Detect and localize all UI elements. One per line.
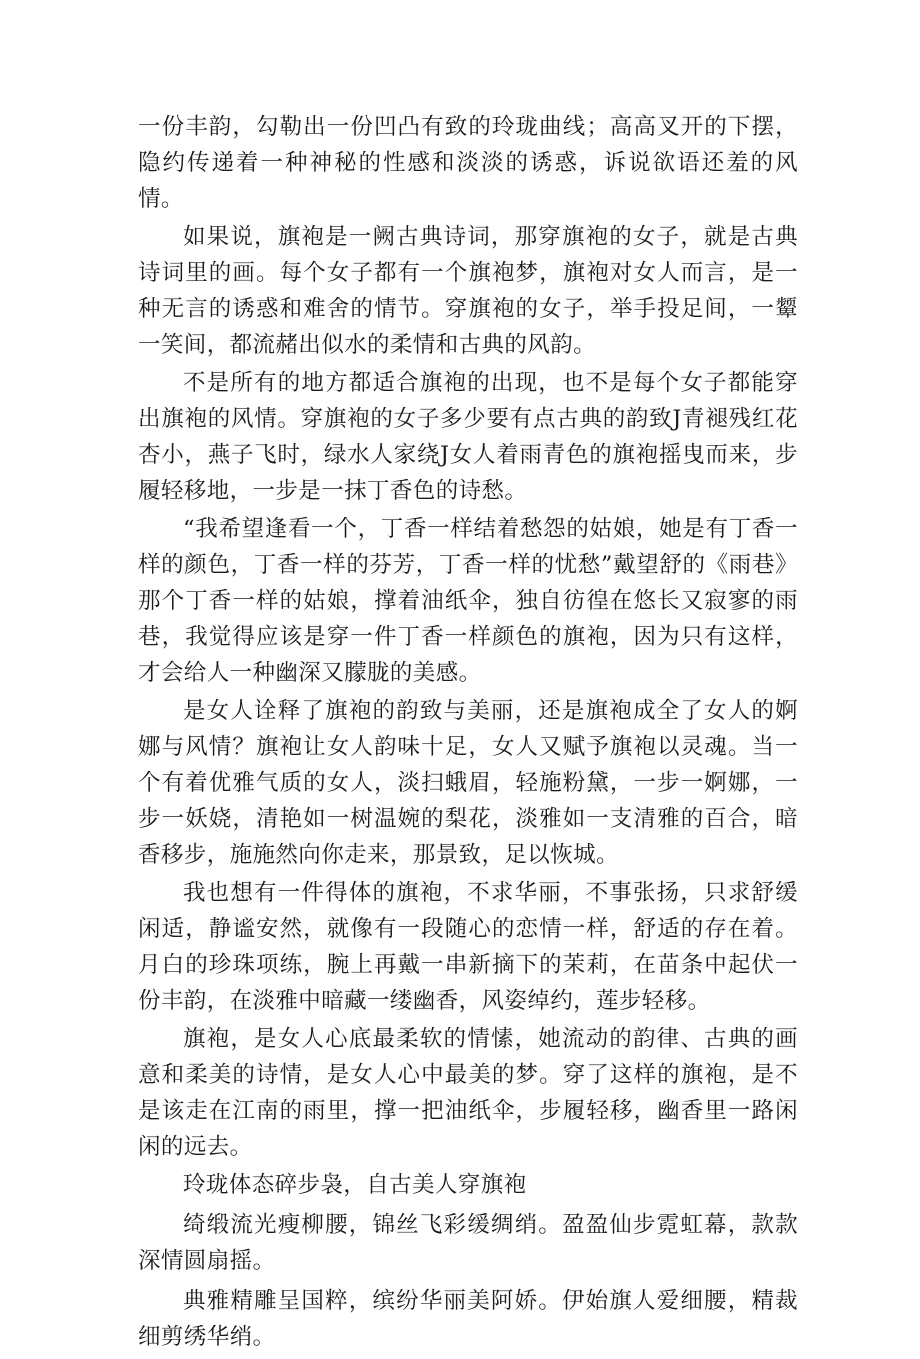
- paragraph: 我也想有一件得体的旗袍，不求华丽，不事张扬，只求舒缓闲适，静谧安然，就像有一段随心的恋情一样，舒适的存在着。月白的珍珠项练，腕上再戴一串新摘下的茉莉，在苗条中起伏一份丰韵，在淡雅中暗藏一缕幽香，风姿绰约，莲步轻移。: [138, 880, 798, 1014]
- paragraph: 如果说，旗袍是一阙古典诗词，那穿旗袍的女子，就是古典诗词里的画。每个女子都有一个旗袍梦，旗袍对女人而言，是一种无言的诱惑和难舍的情节。穿旗袍的女子，举手投足间，一颦一笑间，都流赭出似水的柔情和古典的风韵。: [138, 224, 798, 358]
- paragraph: 不是所有的地方都适合旗袍的出现，也不是每个女子都能穿出旗袍的风情。穿旗袍的女子多少要有点古典的韵致J青褪残红花杏小，燕子飞时，绿水人家绕J女人着雨青色的旗袍摇曳而来，步履轻移地，一步是一抹丁香色的诗愁。: [138, 370, 798, 504]
- paragraph: 旗袍，是女人心底最柔软的情愫，她流动的韵律、古典的画意和柔美的诗情，是女人心中最美的梦。穿了这样的旗袍，是不是该走在江南的雨里，撑一把油纸伞，步履轻移，幽香里一路闲闲的远去。: [138, 1026, 798, 1160]
- poem-stanza: 典雅精雕呈国粹，缤纷华丽美阿娇。伊始旗人爱细腰，精裁细剪绣华绡。: [138, 1288, 798, 1350]
- paragraph: “我希望逢看一个，丁香一样结着愁怨的姑娘，她是有丁香一样的颜色，丁香一样的芬芳，丁香一样的忧愁”戴望舒的《雨巷》那个丁香一样的姑娘，撑着油纸伞，独自彷徨在悠长又寂寥的雨巷，我觉得应该是穿一件丁香一样颜色的旗袍，因为只有这样，才会给人一种幽深又朦胧的美感。: [138, 516, 798, 686]
- document-body: [138, 109, 798, 1359]
- paragraph-continuation: 一份丰韵，勾勒出一份凹凸有致的玲珑曲线；高高叉开的下摆，隐约传递着一种神秘的性感和淡淡的诱惑，诉说欲语还羞的风情。: [138, 114, 798, 212]
- poem-title-line: 玲珑体态碎步袅，自古美人穿旗袍: [183, 1172, 527, 1198]
- poem-stanza: 绮缎流光瘦柳腰，锦丝飞彩缓绸绡。盈盈仙步霓虹幕，款款深情圆扇摇。: [138, 1212, 798, 1274]
- paragraph: 是女人诠释了旗袍的韵致与美丽，还是旗袍成全了女人的婀娜与风情？旗袍让女人韵味十足，女人又赋予旗袍以灵魂。当一个有着优雅气质的女人，淡扫蛾眉，轻施粉黛，一步一婀娜，一步一妖娆，清艳如一树温婉的梨花，淡雅如一支清雅的百合，暗香移步，施施然向你走来，那景致，足以恢城。: [138, 698, 798, 868]
